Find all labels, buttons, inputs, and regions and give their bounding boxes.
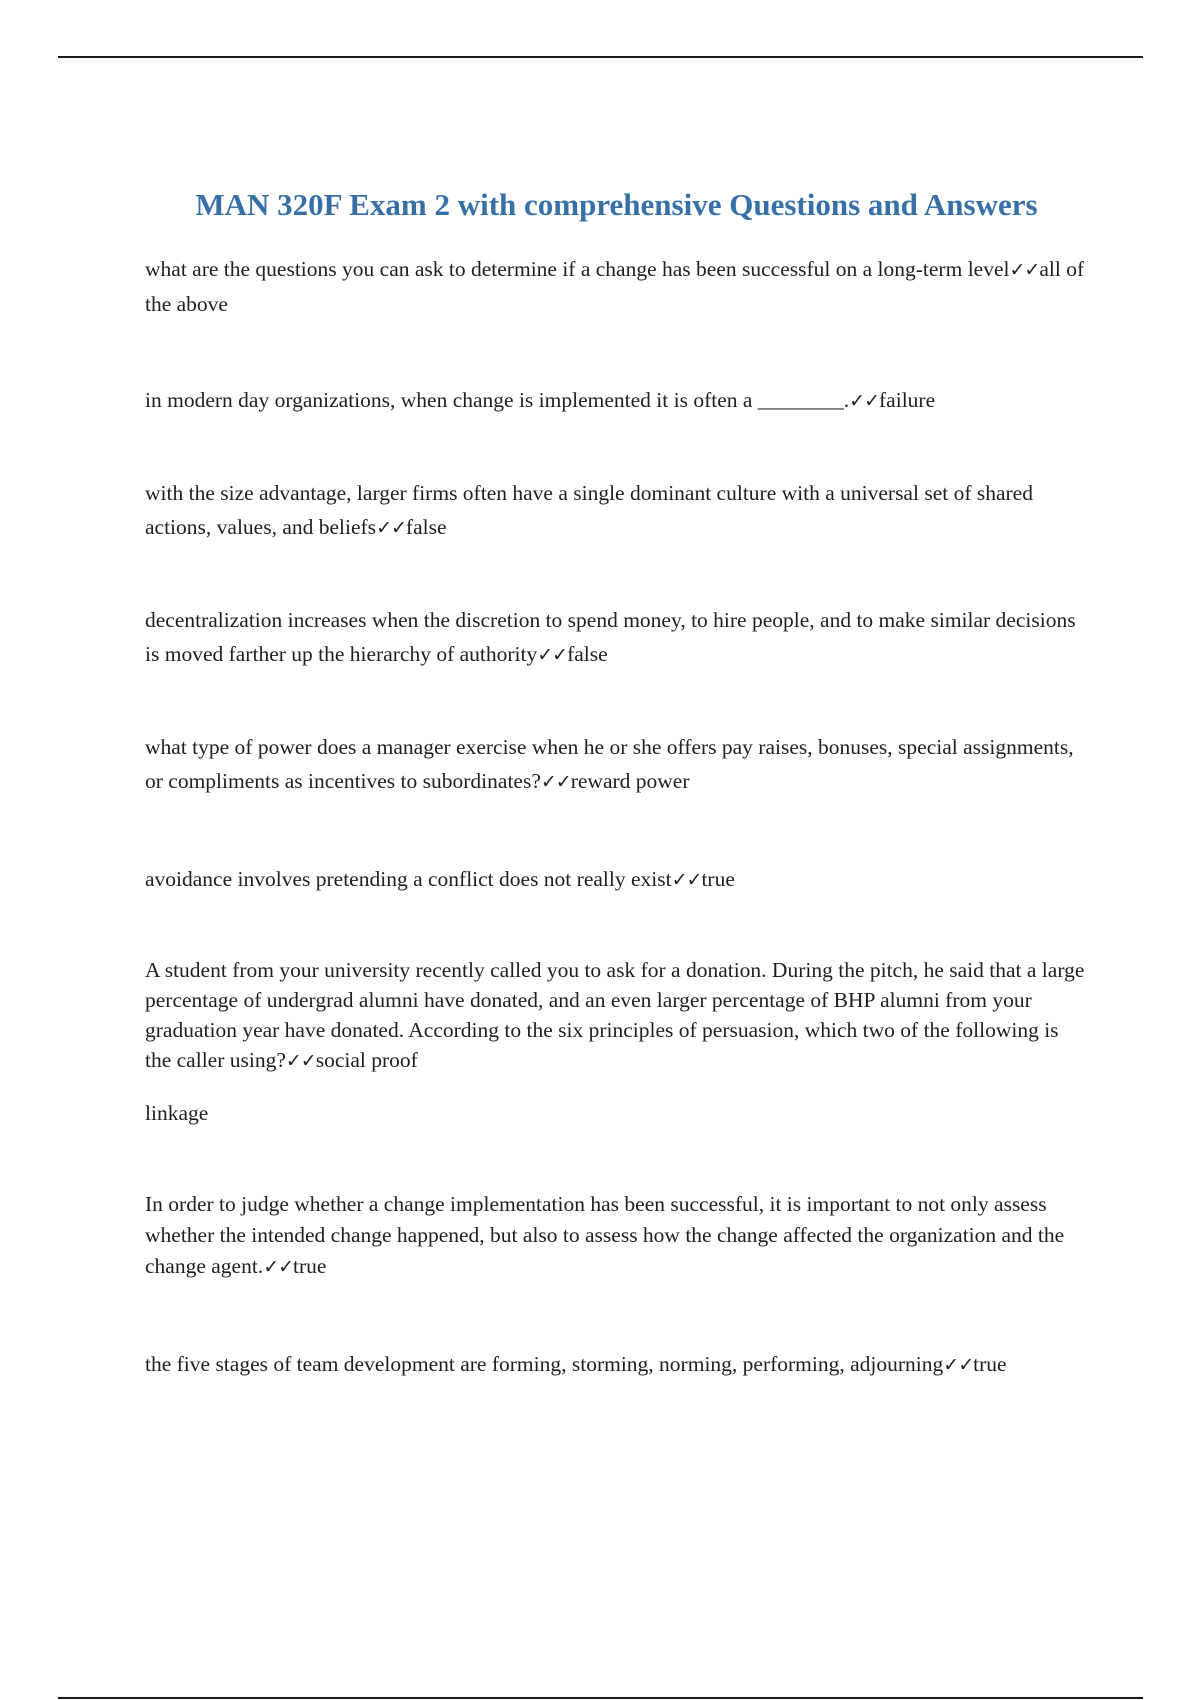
qa-item	[145, 252, 1090, 321]
extra-answer-text: linkage	[145, 1101, 209, 1125]
document-title: MAN 320F Exam 2 with comprehensive Questions and Answers	[195, 186, 1038, 222]
double-check-icon: ✓✓	[376, 517, 406, 539]
qa-item	[145, 862, 1090, 897]
question-text: the five stages of team development are forming, storming, norming, performing, adjourning	[145, 1352, 944, 1376]
answer-text: failure	[879, 388, 936, 412]
answer-text: reward power	[570, 769, 690, 793]
question-text: avoidance involves pretending a conflict does not really exist	[145, 867, 672, 891]
qa-item	[145, 476, 1090, 545]
question-text: In order to judge whether a change implementation has been successful, it is important to not only assess whether the intended change happened, but also to assess how the change affected the organization and the change agent.	[145, 1192, 1065, 1278]
answer-text: true	[701, 867, 735, 891]
double-check-icon: ✓✓	[671, 869, 702, 891]
answer-text: false	[405, 515, 447, 539]
bottom-divider	[58, 1697, 1143, 1699]
double-check-icon: ✓✓	[537, 644, 568, 666]
double-check-icon: ✓✓	[849, 390, 880, 412]
question-text: what type of power does a manager exercise when he or she offers pay raises, bonuses, special assignments, or compliments as incentives to subordinates?	[145, 735, 1074, 793]
qa-item	[145, 1189, 1090, 1283]
question-text: A student from your university recently called you to ask for a donation. During the pitch, he said that a large percentage of undergrad alumni have donated, and an even larger percentage of BHP alumni from your graduation year have donated. According to the six principles of persuasion, which two of the following is the caller using?	[145, 958, 1085, 1072]
answer-text: social proof	[315, 1048, 418, 1072]
qa-item	[145, 383, 1090, 418]
qa-item	[145, 955, 1090, 1076]
question-text: with the size advantage, larger firms often have a single dominant culture with a universal set of shared actions, values, and beliefs	[145, 481, 1033, 539]
double-check-icon: ✓✓	[263, 1256, 294, 1278]
question-text: decentralization increases when the discretion to spend money, to hire people, and to make similar decisions is moved farther up the hierarchy of authority	[145, 608, 1076, 666]
double-check-icon: ✓✓	[285, 1050, 316, 1072]
answer-text: all of the above	[145, 257, 1085, 316]
qa-item	[145, 603, 1090, 672]
double-check-icon: ✓✓	[540, 771, 571, 793]
top-divider	[58, 56, 1143, 58]
qa-item	[145, 1347, 1090, 1382]
question-text: in modern day organizations, when change is implemented it is often a ________.	[145, 388, 850, 412]
answer-text: false	[567, 642, 608, 666]
answer-text: true	[293, 1254, 327, 1278]
question-text: what are the questions you can ask to determine if a change has been successful on a long-term level	[145, 257, 1010, 281]
double-check-icon: ✓✓	[943, 1354, 974, 1376]
answer-text: true	[973, 1352, 1007, 1376]
double-check-icon: ✓✓	[1009, 259, 1040, 281]
qa-item	[145, 730, 1090, 799]
